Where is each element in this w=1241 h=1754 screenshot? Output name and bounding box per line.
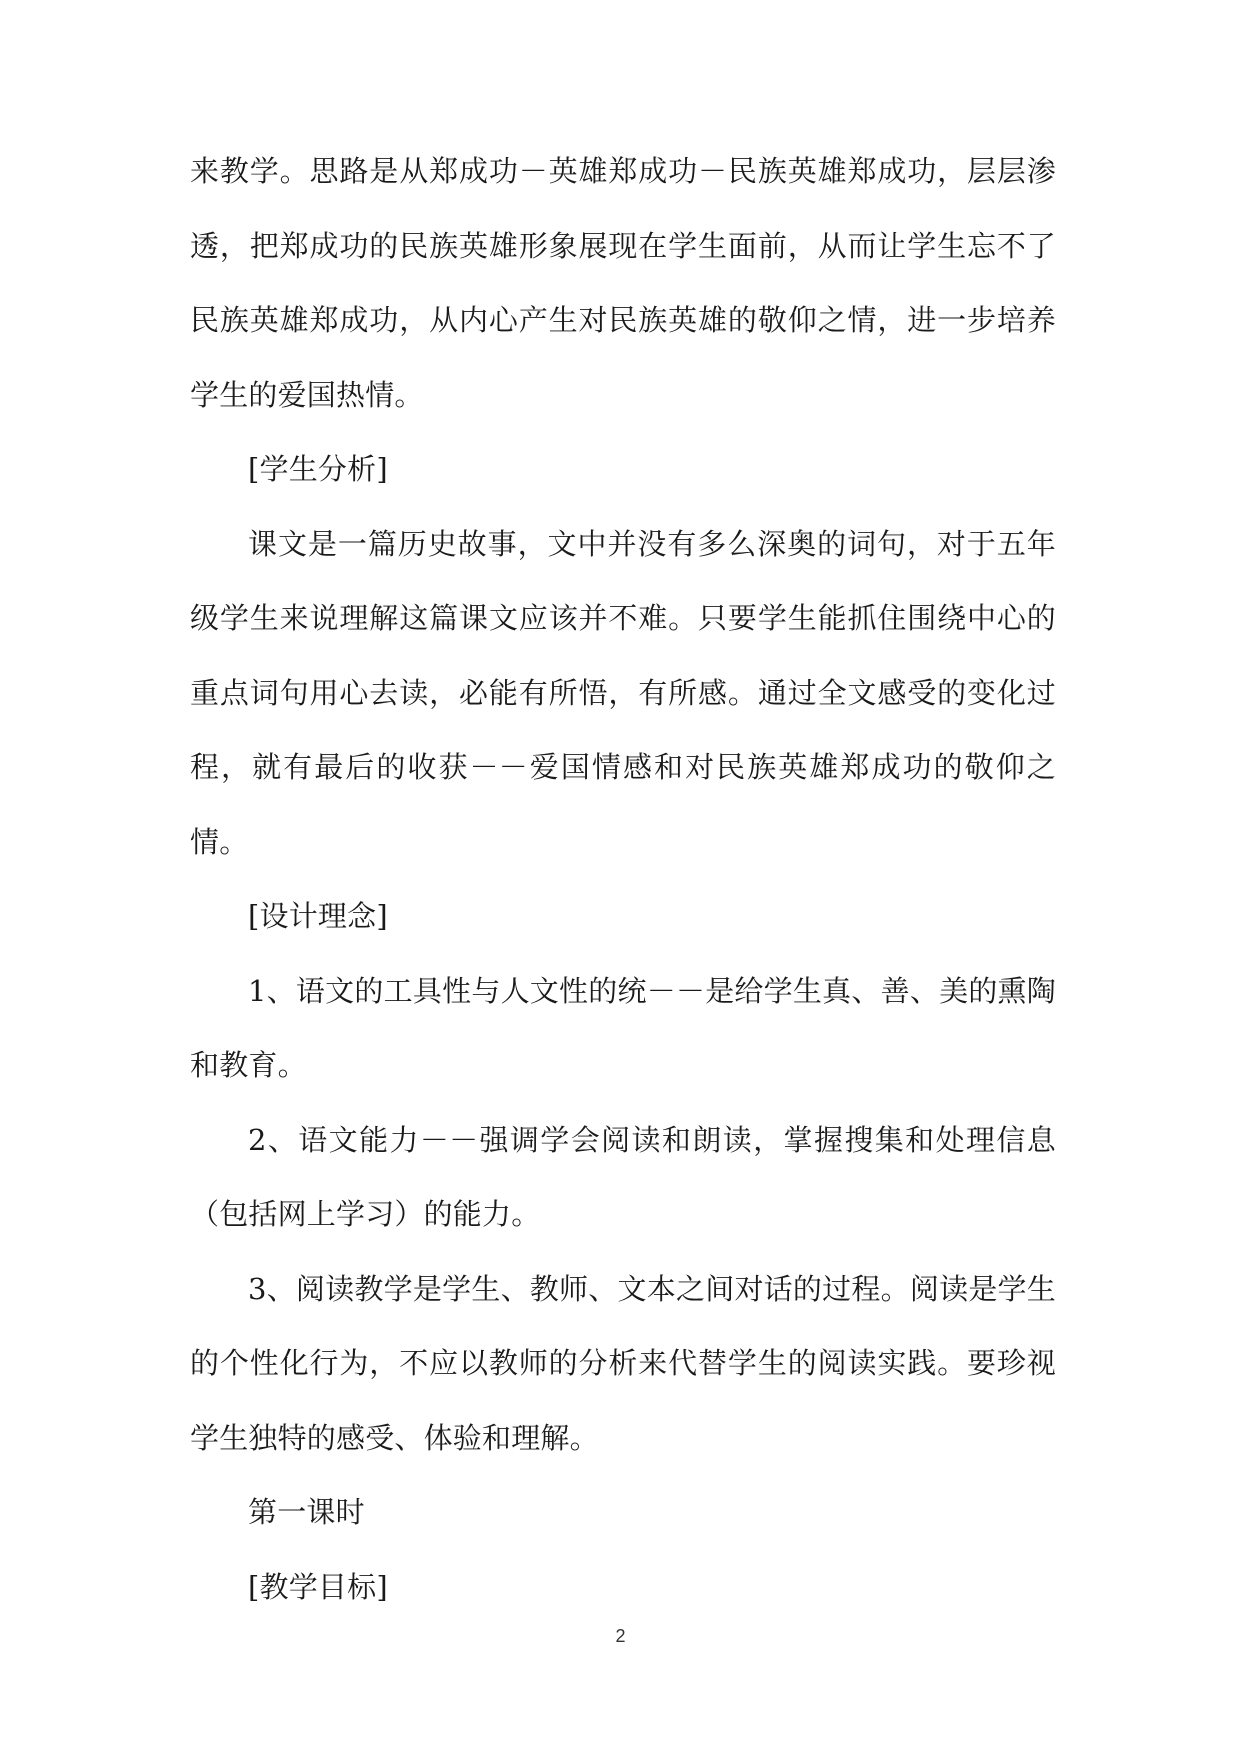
heading-student-analysis: [学生分析] (248, 452, 388, 486)
heading-first-lesson: 第一课时 (248, 1495, 365, 1529)
heading-teaching-objectives: [教学目标] (248, 1569, 388, 1604)
page-number: 2 (615, 1626, 626, 1646)
paragraph-concept-3: 3、阅读教学是学生、教师、文本之间对话的过程。阅读是学生的个性化行为，不应以教师的分析来代替学生的阅读实践。要珍视学生独特的感受、体验和理解。 (190, 1271, 1056, 1455)
paragraph-concept-1: 1、语文的工具性与人文性的统－－是给学生真、善、美的熏陶和教育。 (190, 973, 1056, 1082)
paragraph-student-analysis: 课文是一篇历史故事，文中并没有多么深奥的词句，对于五年级学生来说理解这篇课文应该并不难。只要学生能抓住围绕中心的重点词句用心去读，必能有所悟，有所感。通过全文感受的变化过程，就有最后的收获－－爱国情感和对民族英雄郑成功的敬仰之情。 (190, 526, 1056, 859)
paragraph-teaching-approach: 来教学。思路是从郑成功－英雄郑成功－民族英雄郑成功，层层渗透，把郑成功的民族英雄形象展现在学生面前，从而让学生忘不了民族英雄郑成功，从内心产生对民族英雄的敬仰之情，进一步培养学生的爱国热情。 (190, 154, 1056, 412)
paragraph-concept-2: 2、语文能力－－强调学会阅读和朗读，掌握搜集和处理信息（包括网上学习）的能力。 (190, 1122, 1056, 1231)
heading-design-concept: [设计理念] (248, 899, 388, 933)
document-body (190, 134, 1056, 1624)
